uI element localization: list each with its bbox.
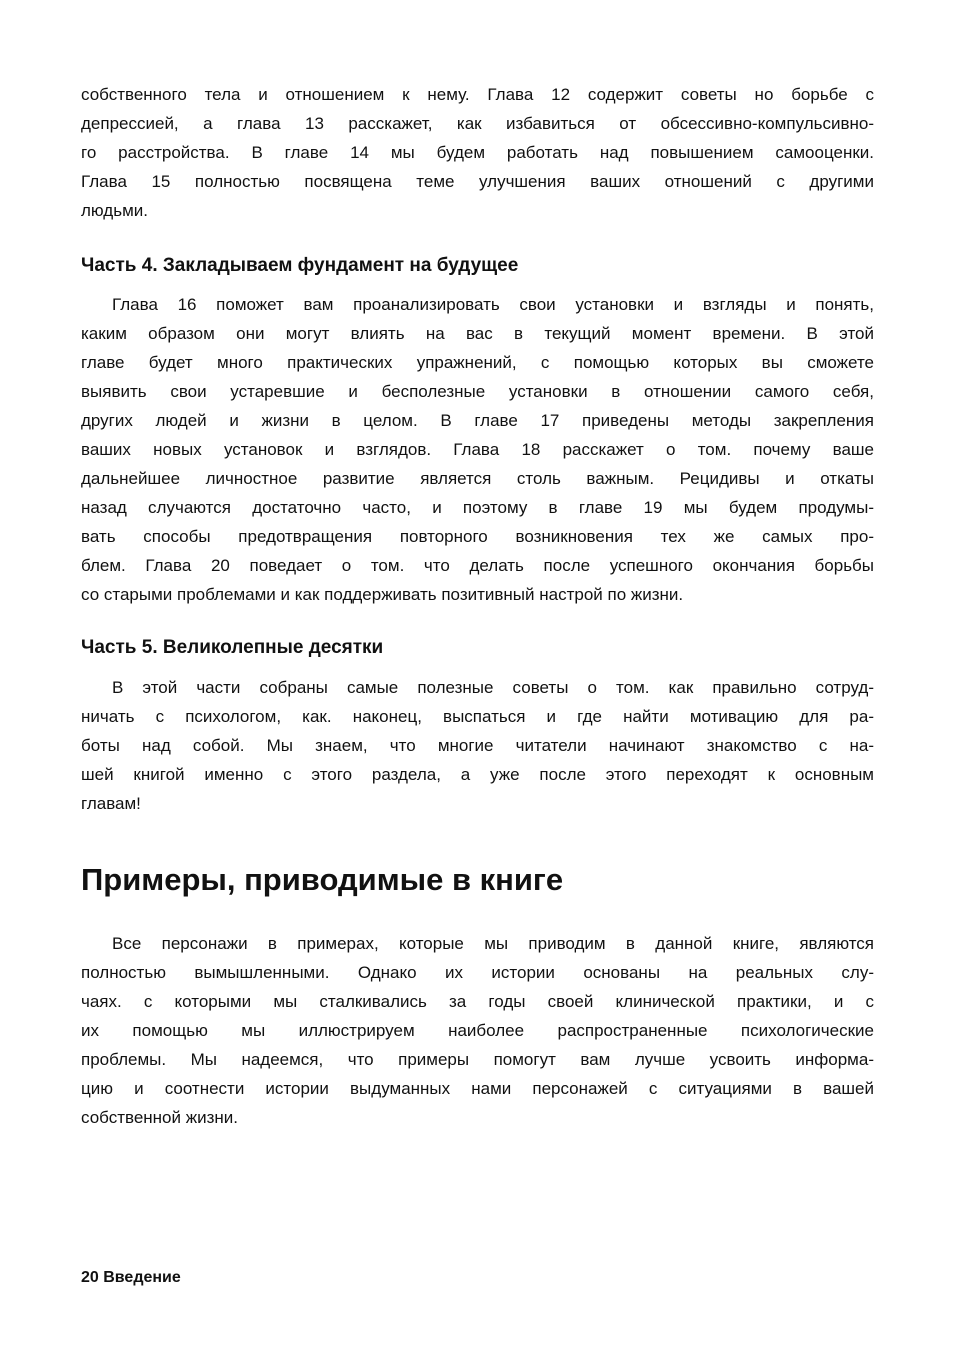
text-line: шей книгой именно с этого раздела, а уже после этого переходят к основным bbox=[81, 765, 874, 784]
text-line: проблемы. Мы надеемся, что примеры помогут вам лучше усвоить информа- bbox=[81, 1050, 874, 1069]
text-line: блем. Глава 20 поведает о том. что делать после успешного окончания борьбы bbox=[81, 556, 874, 575]
text-line: вать способы предотвращения повторного возникновения тех же самых про- bbox=[81, 527, 874, 546]
text-line: ваших новых установок и взглядов. Глава 18 расскажет о том. почему ваше bbox=[81, 440, 874, 459]
text-line: го расстройства. В главе 14 мы будем работать над повышением самооценки. bbox=[81, 143, 874, 162]
text-line: назад случаются достаточно часто, и поэтому в главе 19 мы будем продумы- bbox=[81, 498, 874, 517]
text-line: выявить свои устаревшие и бесполезные установки в отношении самого себя, bbox=[81, 382, 874, 401]
examples-heading: Примеры, приводимые в книге bbox=[81, 862, 564, 897]
text-line: главе будет много практических упражнений, с помощью которых вы сможете bbox=[81, 353, 874, 372]
text-line: дальнейшее личностное развитие является столь важным. Рецидивы и откаты bbox=[81, 469, 874, 488]
examples-section bbox=[81, 860, 874, 900]
page-footer: 20 Введение bbox=[81, 1269, 181, 1286]
part5-section bbox=[81, 636, 874, 660]
text-line: главам! bbox=[81, 794, 141, 813]
part5-paragraph bbox=[81, 673, 874, 818]
intro-paragraph bbox=[81, 80, 874, 225]
text-line: Глава 15 полностью посвящена теме улучшения ваших отношений с другими bbox=[81, 172, 874, 191]
part5-heading: Часть 5. Великолепные десятки bbox=[81, 637, 384, 658]
part4-heading: Часть 4. Закладываем фундамент на будущее bbox=[81, 255, 519, 276]
text-line: полностью вымышленными. Однако их истории основаны на реальных слу- bbox=[81, 963, 874, 982]
part4-section bbox=[81, 254, 874, 278]
text-line: других людей и жизни в целом. В главе 17 приведены методы закрепления bbox=[81, 411, 874, 430]
text-line: ничать с психологом, как. наконец, выспаться и где найти мотивацию для ра- bbox=[81, 707, 874, 726]
text-line: их помощью мы иллюстрируем наиболее распространенные психологические bbox=[81, 1021, 874, 1040]
text-line: цию и соотнести истории выдуманных нами персонажей с ситуациями в вашей bbox=[81, 1079, 874, 1098]
text-line: каким образом они могут влиять на вас в текущий момент времени. В этой bbox=[81, 324, 874, 343]
text-line: Глава 16 поможет вам проанализировать свои установки и взгляды и понять, bbox=[112, 295, 874, 314]
text-line: боты над собой. Мы знаем, что многие читатели начинают знакомство с на- bbox=[81, 736, 874, 755]
text-line: людьми. bbox=[81, 201, 148, 220]
text-line: со старыми проблемами и как поддерживать позитивный настрой по жизни. bbox=[81, 585, 684, 604]
text-line: собственного тела и отношением к нему. Глава 12 содержит советы но борьбе с bbox=[81, 85, 874, 104]
text-line: депрессией, а глава 13 расскажет, как избавиться от обсессивно-компульсивно- bbox=[81, 114, 874, 133]
text-line: собственной жизни. bbox=[81, 1108, 238, 1127]
text-line: Все персонажи в примерах, которые мы приводим в данной книге, являются bbox=[112, 934, 874, 953]
text-line: чаях. с которыми мы сталкивались за годы своей клинической практики, и с bbox=[81, 992, 874, 1011]
text-line: В этой части собраны самые полезные советы о том. как правильно сотруд- bbox=[112, 678, 874, 697]
examples-paragraph bbox=[81, 929, 874, 1132]
part4-paragraph bbox=[81, 290, 874, 609]
